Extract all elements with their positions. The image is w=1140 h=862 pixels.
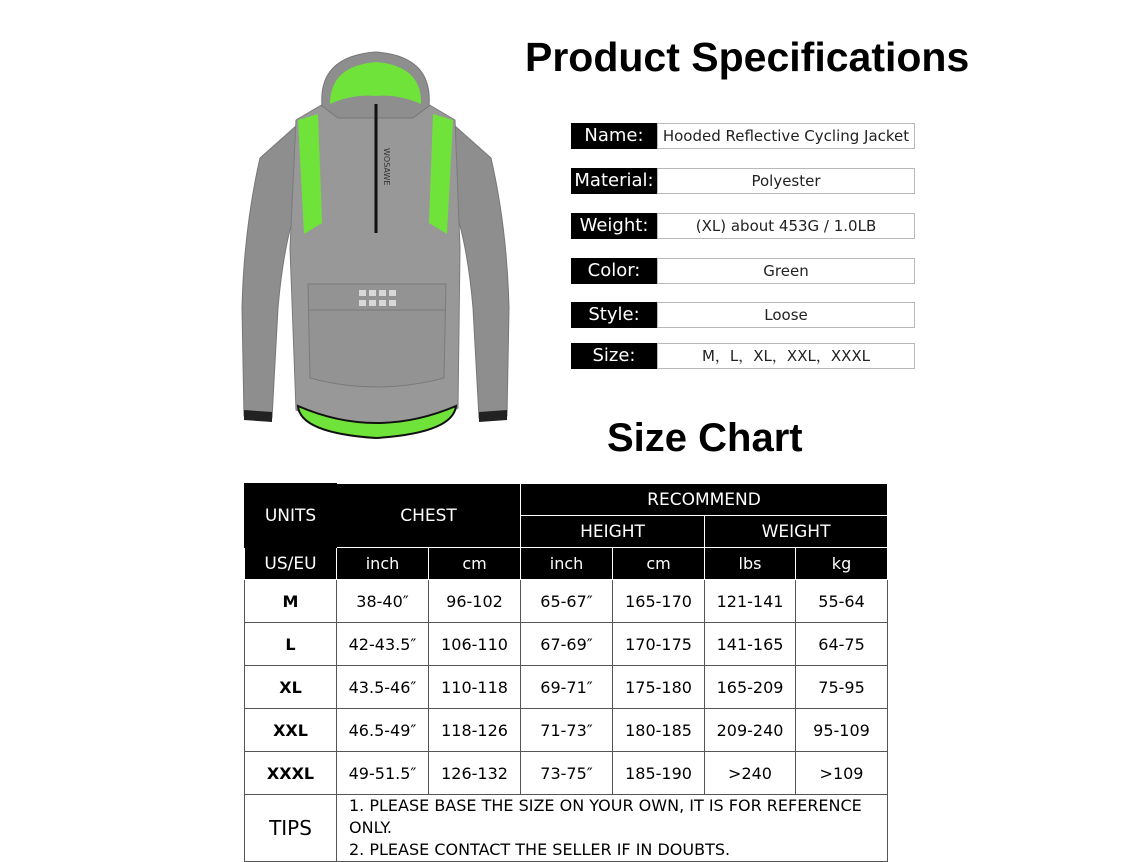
spec-value: (XL) about 453G / 1.0LB — [657, 213, 915, 239]
size-chart-table — [244, 483, 888, 862]
table-row — [245, 709, 888, 752]
table-cell: 55-64 — [796, 580, 888, 623]
table-cell: 64-75 — [796, 623, 888, 666]
spec-row-name — [571, 123, 915, 149]
table-cell: 43.5-46″ — [337, 666, 429, 709]
spec-label: Weight: — [571, 213, 657, 239]
table-cell: 126-132 — [429, 752, 521, 795]
spec-value: Polyester — [657, 168, 915, 194]
table-cell: 141-165 — [705, 623, 796, 666]
spec-label: Style: — [571, 302, 657, 328]
spec-row-style — [571, 302, 915, 328]
table-cell: 121-141 — [705, 580, 796, 623]
tip-line: 1. PLEASE BASE THE SIZE ON YOUR OWN, IT IS FOR REFERENCE ONLY. — [349, 796, 862, 837]
weight-header: WEIGHT — [705, 516, 888, 548]
logo-text: WOSAWE — [382, 148, 391, 186]
table-cell: 71-73″ — [521, 709, 613, 752]
spec-value: M，L，XL，XXL，XXXL — [657, 343, 915, 369]
table-cell: 96-102 — [429, 580, 521, 623]
size-cell: XXL — [245, 709, 337, 752]
table-cell: 175-180 — [613, 666, 705, 709]
table-cell: 110-118 — [429, 666, 521, 709]
table-cell: 95-109 — [796, 709, 888, 752]
chest-header: CHEST — [337, 484, 521, 548]
spec-row-color — [571, 258, 915, 284]
size-cell: XXXL — [245, 752, 337, 795]
table-cell: 165-170 — [613, 580, 705, 623]
table-cell: 46.5-49″ — [337, 709, 429, 752]
spec-label: Size: — [571, 343, 657, 369]
spec-label: Color: — [571, 258, 657, 284]
table-cell: 165-209 — [705, 666, 796, 709]
spec-label: Material: — [571, 168, 657, 194]
region-header: US/EU — [245, 548, 337, 580]
table-cell: 49-51.5″ — [337, 752, 429, 795]
table-row — [245, 580, 888, 623]
recommend-header: RECOMMEND — [521, 484, 888, 516]
table-row — [245, 752, 888, 795]
product-specifications-title: Product Specifications — [525, 34, 970, 80]
jacket-product-image — [238, 48, 513, 443]
spec-row-size — [571, 343, 915, 369]
table-cell: 170-175 — [613, 623, 705, 666]
units-header: UNITS — [245, 484, 337, 548]
table-cell: 42-43.5″ — [337, 623, 429, 666]
size-cell: XL — [245, 666, 337, 709]
spec-value: Hooded Reflective Cycling Jacket — [657, 123, 915, 149]
table-cell: 38-40″ — [337, 580, 429, 623]
spec-value: Loose — [657, 302, 915, 328]
table-row — [245, 666, 888, 709]
table-cell: 185-190 — [613, 752, 705, 795]
tips-text — [337, 795, 888, 862]
subheader-height-inch: inch — [521, 548, 613, 580]
table-cell: 118-126 — [429, 709, 521, 752]
table-cell: 75-95 — [796, 666, 888, 709]
tip-line: 2. PLEASE CONTACT THE SELLER IF IN DOUBTS. — [349, 840, 731, 859]
spec-row-material — [571, 168, 915, 194]
table-cell: 180-185 — [613, 709, 705, 752]
table-cell: 106-110 — [429, 623, 521, 666]
table-cell: 67-69″ — [521, 623, 613, 666]
subheader-chest-inch: inch — [337, 548, 429, 580]
table-cell: >240 — [705, 752, 796, 795]
table-cell: >109 — [796, 752, 888, 795]
table-cell: 65-67″ — [521, 580, 613, 623]
table-cell: 69-71″ — [521, 666, 613, 709]
tips-row — [245, 795, 888, 862]
front-pocket — [308, 284, 446, 387]
subheader-weight-lbs: lbs — [705, 548, 796, 580]
table-row — [245, 623, 888, 666]
table-cell: 209-240 — [705, 709, 796, 752]
height-header: HEIGHT — [521, 516, 705, 548]
size-cell: M — [245, 580, 337, 623]
spec-label: Name: — [571, 123, 657, 149]
spec-value: Green — [657, 258, 915, 284]
spec-row-weight — [571, 213, 915, 239]
size-cell: L — [245, 623, 337, 666]
subheader-height-cm: cm — [613, 548, 705, 580]
table-cell: 73-75″ — [521, 752, 613, 795]
subheader-chest-cm: cm — [429, 548, 521, 580]
subheader-weight-kg: kg — [796, 548, 888, 580]
tips-label: TIPS — [245, 795, 337, 862]
size-chart-title: Size Chart — [607, 416, 803, 460]
